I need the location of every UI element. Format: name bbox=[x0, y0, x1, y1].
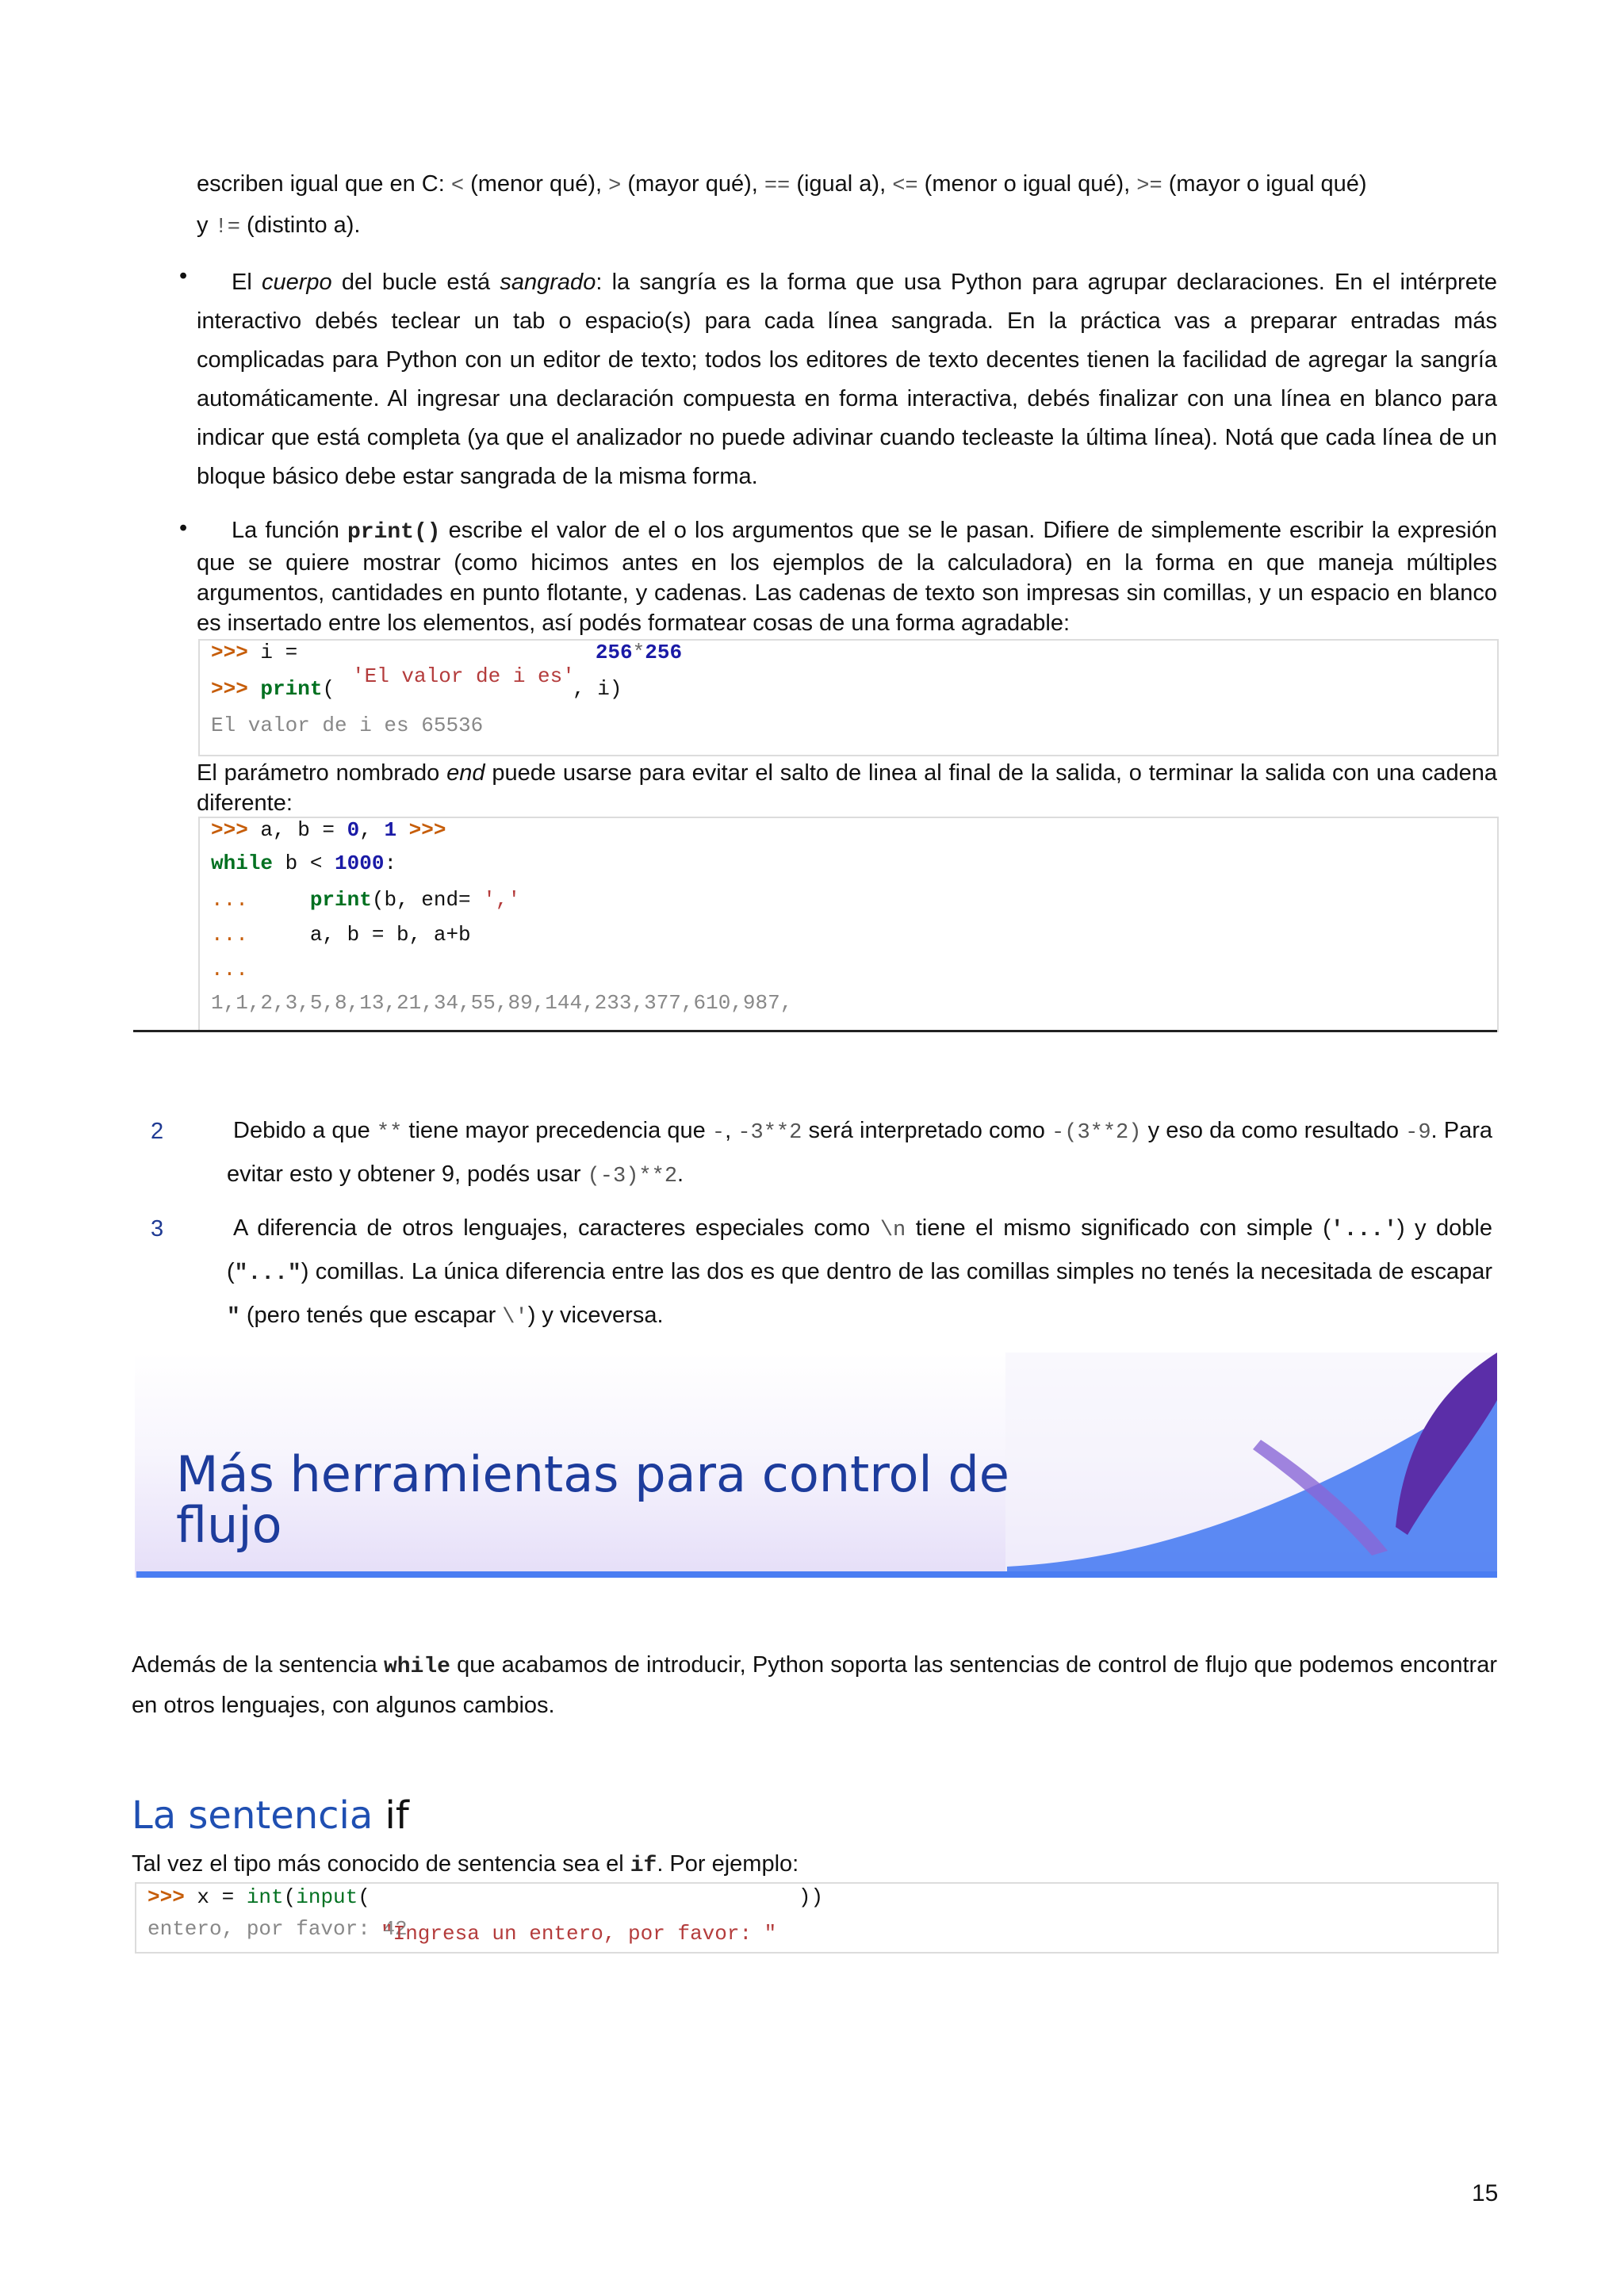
bullet-loop-body: El cuerpo del bucle está sangrado: la sangría es la forma que usa Python para agrupar declaraciones. En el intérprete interactivo debés teclear un tab o espacio(s) para cada línea sangrada. En la práctica vas a preparar entradas más complicadas para Python con un editor de texto; todos los editores de texto decentes tienen la facilidad de agregar la sangría automáticamente. Al ingresar una declaración compuesta en forma interactiva, debés finalizar con una línea en blanco para indicar que está completa (ya que el analizador no puede adivinar cuando tecleaste la última línea). Notá que cada línea de un bloque básico debe estar sangrada de la misma forma. bbox=[197, 270, 1498, 489]
bullet-marker: • bbox=[179, 515, 188, 541]
code-string: 'El valor de i es' bbox=[352, 664, 575, 688]
code-string: "Ingresa un entero, por favor: " bbox=[381, 1922, 777, 1946]
code-line-2: while b < 1000: bbox=[211, 851, 397, 875]
code-block-print bbox=[198, 639, 1499, 756]
para-end-parameter: El parámetro nombrado end puede usarse para evitar el salto de linea al final de la salida, o terminar la salida con una cadena diferente: bbox=[197, 760, 1497, 816]
code-output: entero, por favor: 42 bbox=[147, 1917, 408, 1941]
footnote-quotes: A diferencia de otros lenguajes, caracteres especiales como \n tiene el mismo significado con simple ('...') y doble ("...") comillas. La única diferencia entre las dos es que dentro de las comillas simples no tenés la necesitada de escapar " (pero tenés que escapar \') y viceversa. bbox=[227, 1215, 1493, 1330]
section-heading-if: La sentencia if bbox=[132, 1793, 409, 1838]
code-line-5: ... bbox=[211, 958, 248, 982]
footnote-precedence: Debido a que ** tiene mayor precedencia que -, -3**2 será interpretado como -(3**2) y eso da como resultado -9. Para evitar esto y obtener 9, podés usar (-3)**2. bbox=[227, 1118, 1492, 1188]
bullet-print-function: La función print() escribe el valor de el o los argumentos que se le pasan. Difiere de simplemente escribir la expresión que se quiere mostrar (como hicimos antes en los ejemplos de la calculadora) en la forma en que maneja múltiples argumentos, cantidades en punto flotante, y cadenas. Las cadenas de texto son impresas sin comillas, y un espacio en blanco es insertado entre los elementos, así podés formatear cosas de una forma agradable: bbox=[197, 518, 1497, 636]
chapter-title: Más herramientas para control de flujo bbox=[176, 1445, 1009, 1554]
bullet-marker: • bbox=[179, 263, 188, 289]
footnote-number: 2 bbox=[151, 1119, 164, 1144]
code-line-1: >>> a, b = 0, 1 >>> bbox=[211, 818, 446, 842]
para-if-intro: Tal vez el tipo más conocido de sentencia sea el if. Por ejemplo: bbox=[132, 1851, 799, 1878]
para-control-flow-intro: Además de la sentencia while que acabamos de introducir, Python soporta las sentencias de control de flujo que podemos encontrar en otros lenguajes, con algunos cambios. bbox=[132, 1652, 1497, 1718]
footnote-number: 3 bbox=[151, 1216, 164, 1242]
code-line-3: ... print(b, end= ',' bbox=[211, 888, 521, 912]
code-block-fibonacci bbox=[198, 817, 1499, 1032]
code-line-1: >>> x = int(input( )) bbox=[147, 1885, 824, 1909]
code-output: El valor de i es 65536 bbox=[211, 714, 484, 737]
code-block-if bbox=[135, 1882, 1499, 1954]
code-line-4: ... a, b = b, a+b bbox=[211, 923, 471, 947]
code-line-1: >>> i = 256*256 bbox=[211, 641, 683, 664]
footnote-separator bbox=[133, 1030, 1497, 1032]
code-line-2: >>> print( , i) bbox=[211, 677, 622, 701]
page-number: 15 bbox=[1472, 2180, 1499, 2206]
para-comparison-operators: escriben igual que en C: < (menor qué), > (mayor qué), == (igual a), <= (menor o igual qué), >= (mayor o igual qué) y != (distinto a). bbox=[197, 171, 1367, 239]
chapter-banner bbox=[135, 1353, 1497, 1578]
banner-bottom-rule bbox=[136, 1571, 1497, 1578]
code-output: 1,1,2,3,5,8,13,21,34,55,89,144,233,377,610,987, bbox=[211, 991, 793, 1015]
